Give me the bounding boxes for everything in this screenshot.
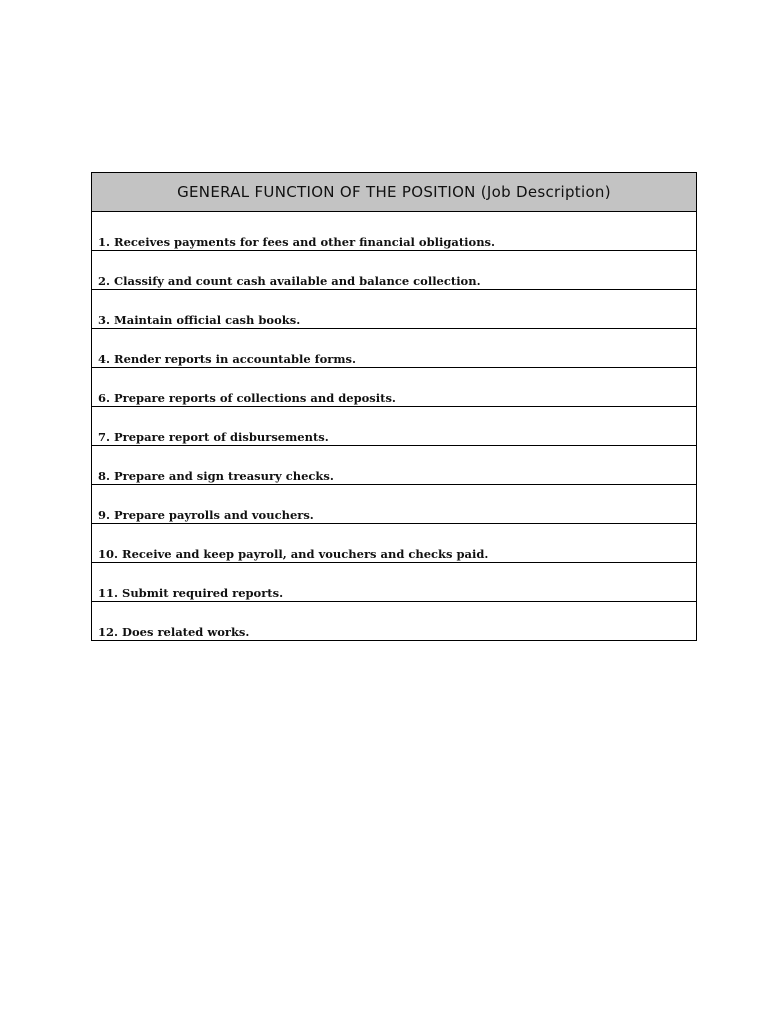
table-row — [92, 485, 697, 524]
table-row — [92, 407, 697, 446]
table-row — [92, 602, 697, 641]
table-row — [92, 329, 697, 368]
function-item: 3. Maintain official cash books. — [92, 290, 697, 329]
function-item: 6. Prepare reports of collections and deposits. — [92, 368, 697, 407]
function-item: 2. Classify and count cash available and balance collection. — [92, 251, 697, 290]
table-row — [92, 524, 697, 563]
table-row — [92, 368, 697, 407]
table-row — [92, 563, 697, 602]
function-item: 9. Prepare payrolls and vouchers. — [92, 485, 697, 524]
function-item: 8. Prepare and sign treasury checks. — [92, 446, 697, 485]
function-item: 7. Prepare report of disbursements. — [92, 407, 697, 446]
table-header: GENERAL FUNCTION OF THE POSITION (Job Description) — [92, 173, 697, 212]
table-row — [92, 290, 697, 329]
table-row — [92, 212, 697, 251]
job-description-table — [91, 172, 697, 641]
function-item: 12. Does related works. — [92, 602, 697, 641]
function-item: 4. Render reports in accountable forms. — [92, 329, 697, 368]
table-row — [92, 446, 697, 485]
function-item: 1. Receives payments for fees and other financial obligations. — [92, 212, 697, 251]
table-row — [92, 251, 697, 290]
function-item: 11. Submit required reports. — [92, 563, 697, 602]
function-item: 10. Receive and keep payroll, and vouchers and checks paid. — [92, 524, 697, 563]
header-row — [92, 173, 697, 212]
